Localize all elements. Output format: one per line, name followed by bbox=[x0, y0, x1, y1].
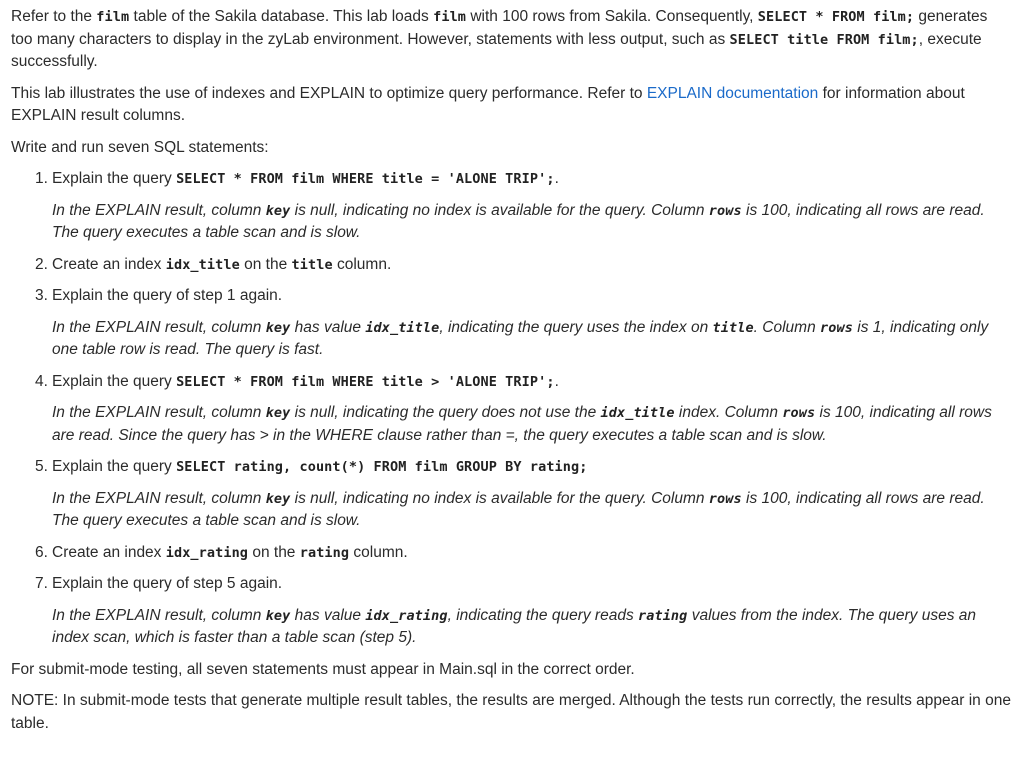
code-rows: rows bbox=[708, 490, 742, 507]
note-text: is 1, indicating only one table row is read. The query is fast. bbox=[52, 318, 989, 358]
code-key: key bbox=[265, 319, 291, 336]
intro-text: This lab illustrates the use of indexes and EXPLAIN to optimize query performance. Refer to bbox=[11, 84, 647, 102]
step-text: column. bbox=[349, 543, 408, 561]
note-text: is 100, indicating all rows are read. Since the query has > in the WHERE clause rather than =, the query executes a table scan and is slow. bbox=[52, 404, 992, 444]
code-rows: rows bbox=[708, 202, 742, 219]
step-note bbox=[52, 488, 1012, 533]
intro-text: with 100 rows from Sakila. Consequently, bbox=[466, 8, 758, 25]
step-1 bbox=[35, 168, 1012, 245]
code-rows: rows bbox=[782, 405, 816, 421]
step-note bbox=[52, 200, 1012, 245]
code-key: key bbox=[265, 405, 291, 421]
note-text: has value bbox=[290, 606, 366, 624]
note-text: In the EXPLAIN result, column bbox=[52, 404, 266, 421]
step-number: 2. bbox=[35, 255, 48, 273]
note-text: In the EXPLAIN result, column bbox=[52, 489, 266, 507]
step-instruction bbox=[52, 254, 1012, 277]
step-5 bbox=[35, 456, 1012, 533]
step-instruction bbox=[52, 168, 1012, 191]
step-instruction bbox=[52, 371, 1012, 394]
step-note bbox=[52, 605, 1012, 650]
note-text: has value bbox=[290, 318, 366, 336]
step-number: 7. bbox=[35, 575, 48, 592]
intro-paragraph-2 bbox=[11, 83, 1012, 128]
intro-text: table of the Sakila database. This lab loads bbox=[129, 8, 434, 25]
code-idx-rating: idx_rating bbox=[165, 544, 249, 561]
step-text: Create an index bbox=[52, 255, 166, 273]
step-text: . bbox=[554, 372, 559, 390]
step-text: Explain the query bbox=[52, 372, 177, 390]
code-select-all-film: SELECT * FROM film; bbox=[757, 9, 915, 25]
code-title: title bbox=[291, 256, 333, 273]
code-select-title-film: SELECT title FROM film; bbox=[729, 31, 919, 48]
step-text: on the bbox=[239, 255, 292, 273]
note-text: is null, indicating no index is available for the query. Column bbox=[290, 201, 709, 219]
code-query: SELECT * FROM film WHERE title = 'ALONE TRIP'; bbox=[176, 171, 555, 187]
code-key: key bbox=[265, 202, 291, 219]
note-text: In the EXPLAIN result, column bbox=[52, 606, 266, 624]
code-rows: rows bbox=[820, 319, 853, 336]
step-text: . bbox=[554, 170, 559, 187]
steps-list bbox=[11, 168, 1012, 650]
intro-paragraph-1 bbox=[11, 6, 1012, 74]
intro-text: Refer to the bbox=[11, 8, 97, 25]
note-text: . Column bbox=[753, 318, 821, 336]
note-text: is 100, indicating all rows are read. The query executes a table scan and is slow. bbox=[52, 489, 985, 529]
step-instruction bbox=[52, 542, 1012, 565]
note-text: is null, indicating the query does not use the bbox=[290, 404, 601, 421]
note-text: In the EXPLAIN result, column bbox=[52, 318, 266, 336]
footer-paragraph-2: NOTE: In submit-mode tests that generate multiple result tables, the results are merged. Although the tests run correctly, the results appear in one table. bbox=[11, 692, 1011, 732]
code-idx-title: idx_title bbox=[165, 256, 240, 273]
step-number: 5. bbox=[35, 458, 48, 475]
step-text: Explain the query bbox=[52, 458, 177, 475]
intro-paragraph-3: Write and run seven SQL statements: bbox=[11, 138, 269, 156]
step-7 bbox=[35, 573, 1012, 650]
code-key: key bbox=[265, 607, 291, 624]
code-key: key bbox=[265, 490, 291, 507]
step-instruction: Explain the query of step 5 again. bbox=[52, 575, 283, 592]
code-idx-title: idx_title bbox=[365, 319, 440, 336]
step-text: on the bbox=[248, 543, 300, 561]
code-title: title bbox=[712, 319, 754, 336]
code-film: film bbox=[96, 9, 130, 25]
note-text: In the EXPLAIN result, column bbox=[52, 201, 266, 219]
note-text: is null, indicating no index is available for the query. Column bbox=[290, 489, 709, 507]
step-instruction: Explain the query of step 1 again. bbox=[52, 287, 283, 304]
step-6 bbox=[35, 542, 1012, 565]
step-number: 4. bbox=[35, 372, 48, 390]
step-number: 3. bbox=[35, 287, 48, 304]
note-text: values from the index. The query uses an index scan, which is faster than a table scan (step 5). bbox=[52, 606, 977, 646]
step-note bbox=[52, 317, 1012, 362]
code-query: SELECT rating, count(*) FROM film GROUP BY rating; bbox=[176, 459, 588, 475]
note-text: index. Column bbox=[674, 404, 783, 421]
step-text: column. bbox=[332, 255, 392, 273]
step-text: Create an index bbox=[52, 543, 166, 561]
step-number: 6. bbox=[35, 543, 48, 561]
note-text: is 100, indicating all rows are read. The query executes a table scan and is slow. bbox=[52, 201, 985, 241]
intro-text: generates too many characters to display in the zyLab environment. However, statements with less output, such as bbox=[11, 8, 988, 48]
step-instruction bbox=[52, 456, 1012, 479]
footer-paragraph-1: For submit-mode testing, all seven statements must appear in Main.sql in the correct order. bbox=[11, 660, 635, 678]
code-film: film bbox=[433, 9, 467, 25]
step-text: Explain the query bbox=[52, 170, 177, 187]
code-rating: rating bbox=[638, 607, 688, 624]
explain-documentation-link[interactable]: EXPLAIN documentation bbox=[646, 84, 819, 102]
code-rating: rating bbox=[299, 544, 350, 561]
intro-text: for information about EXPLAIN result columns. bbox=[11, 84, 965, 124]
step-number: 1. bbox=[35, 170, 48, 187]
code-query: SELECT * FROM film WHERE title > 'ALONE TRIP'; bbox=[176, 373, 555, 390]
step-2 bbox=[35, 254, 1012, 277]
step-note bbox=[52, 402, 1012, 447]
code-idx-title: idx_title bbox=[600, 405, 675, 421]
step-3 bbox=[35, 285, 1012, 362]
note-text: , indicating the query uses the index on bbox=[439, 318, 713, 336]
note-text: , indicating the query reads bbox=[447, 606, 639, 624]
step-4 bbox=[35, 371, 1012, 448]
code-idx-rating: idx_rating bbox=[365, 607, 448, 624]
intro-text: , execute successfully. bbox=[11, 30, 982, 70]
